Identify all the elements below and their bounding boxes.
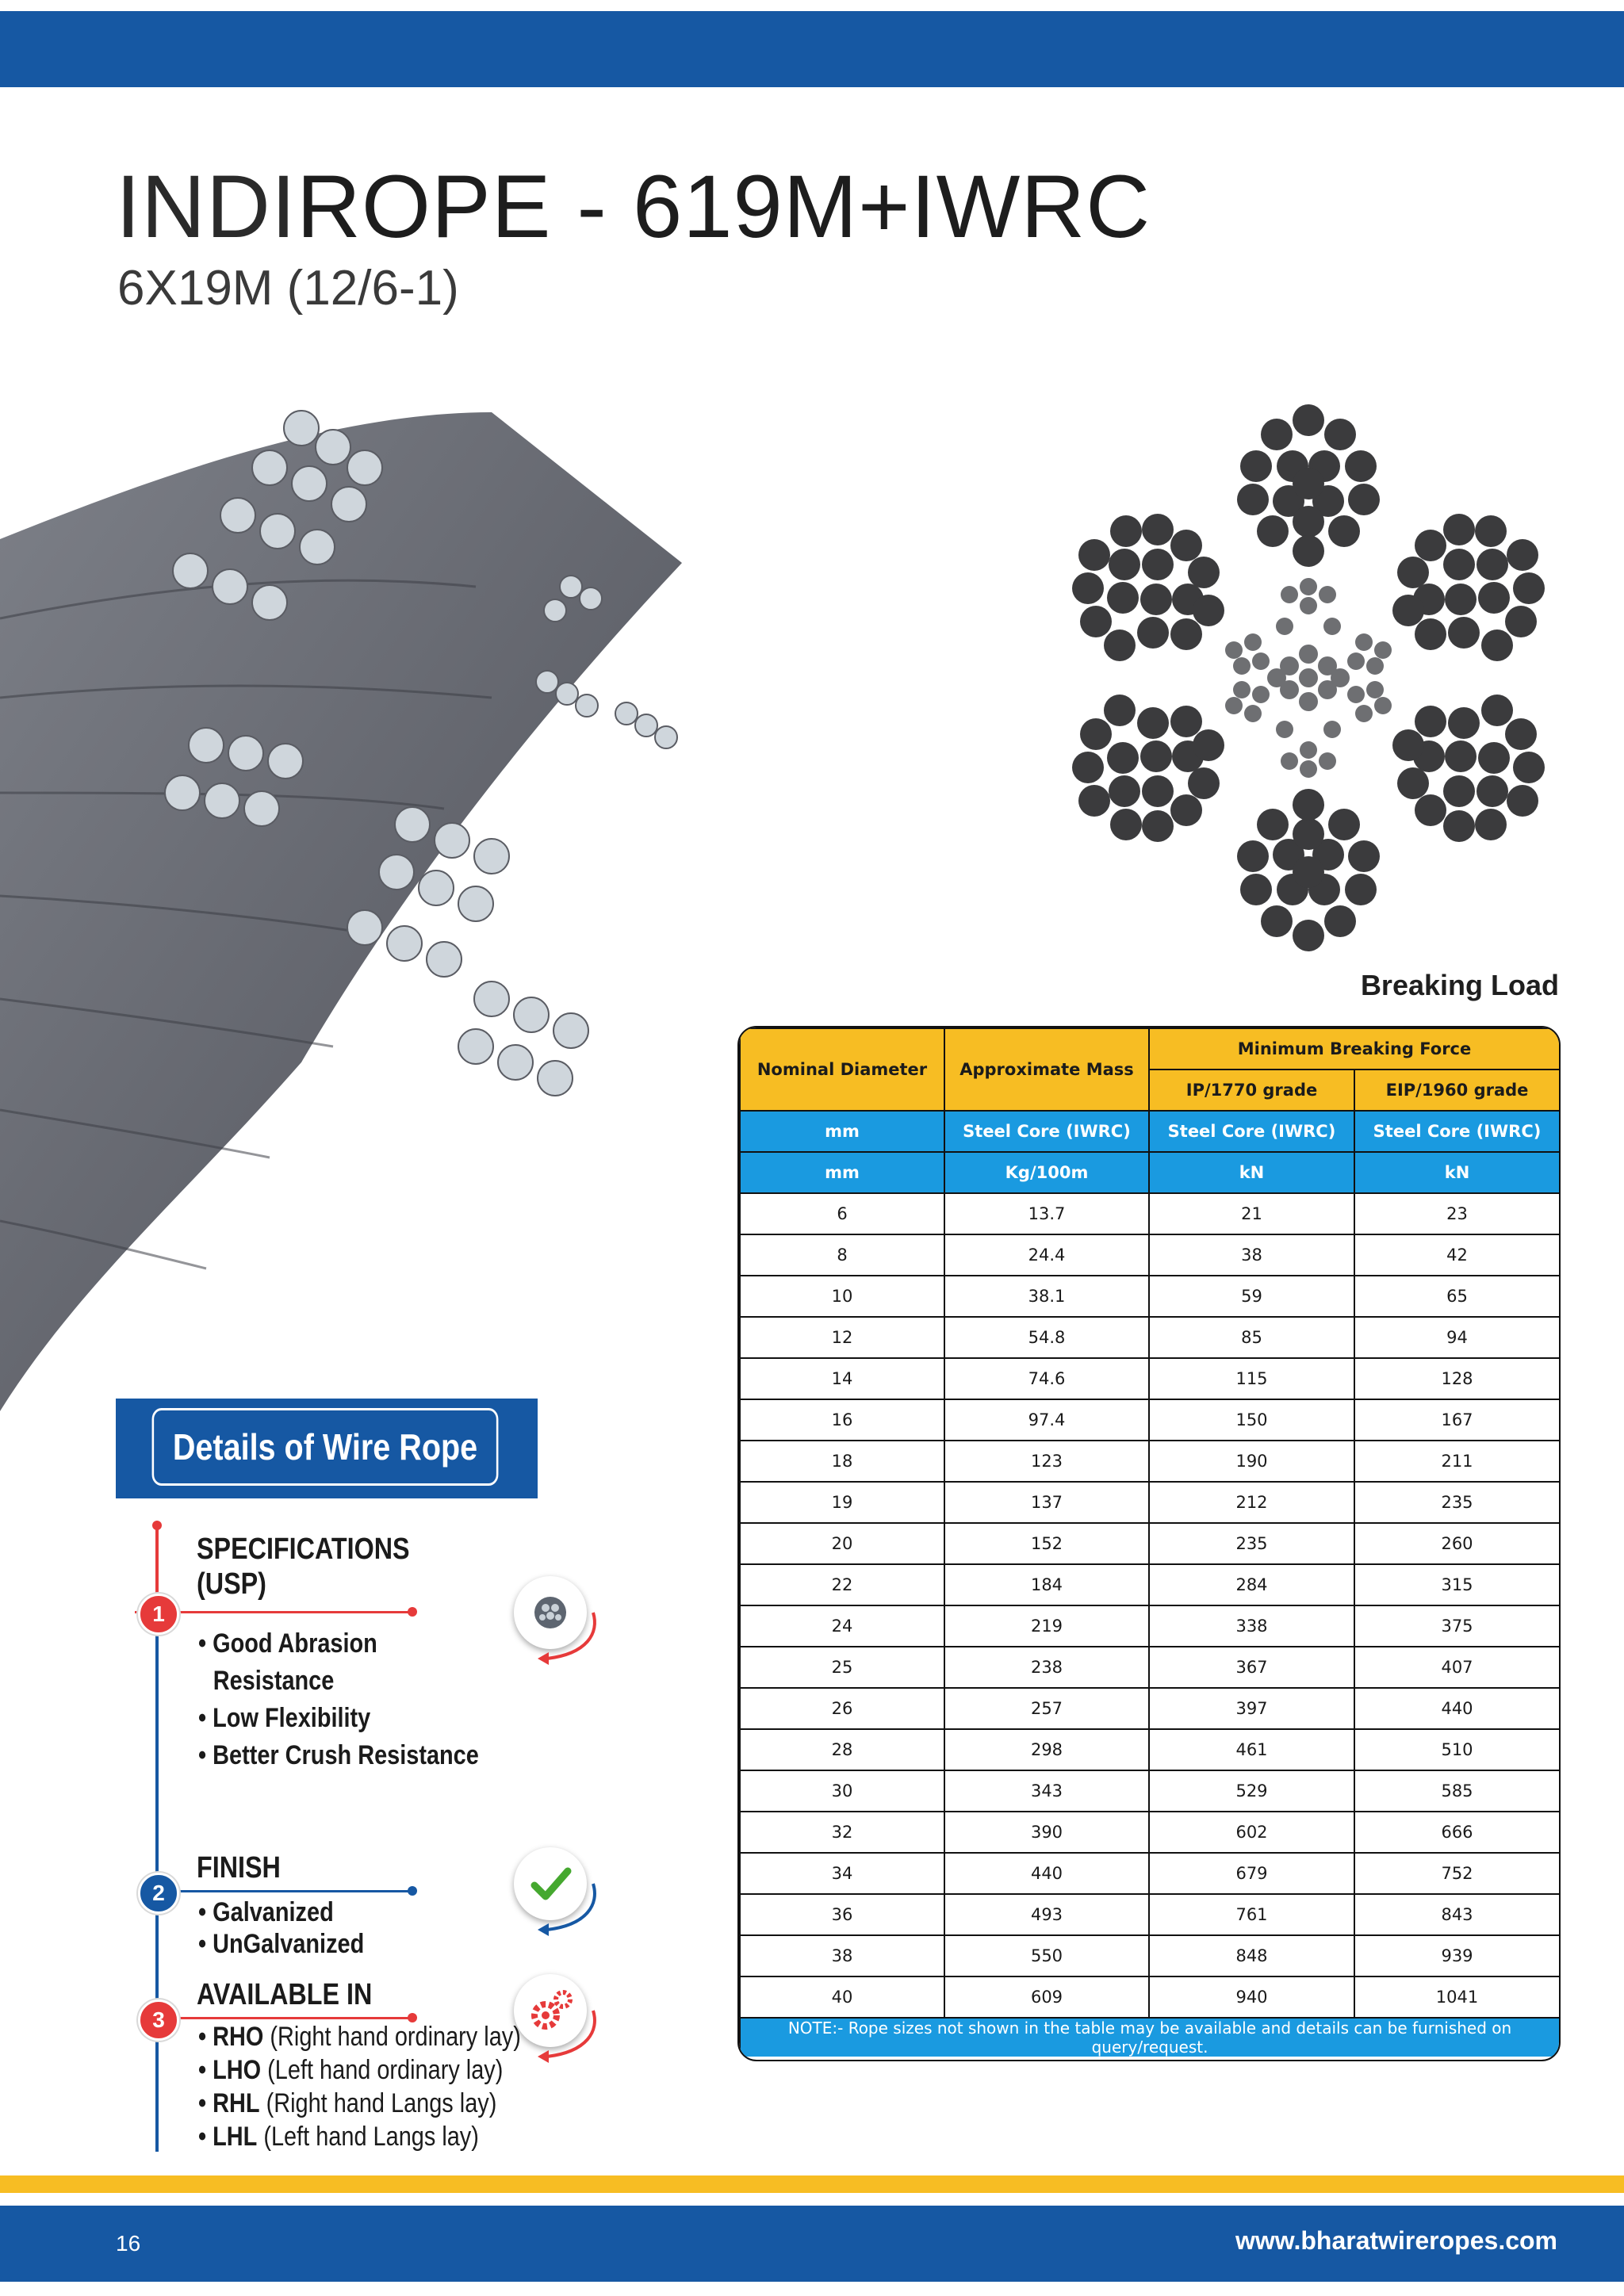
table-cell: 65 — [1354, 1276, 1560, 1317]
table-row — [740, 1729, 1560, 1770]
core-type-row — [740, 1111, 1560, 1152]
list-item: • UnGalvanized — [198, 1929, 365, 1959]
table-cell: 752 — [1354, 1853, 1560, 1894]
table-row — [740, 1647, 1560, 1688]
table-cell: 74.6 — [944, 1358, 1149, 1399]
table-row — [740, 1564, 1560, 1605]
blue-arrow-icon — [531, 1881, 603, 1936]
list-item — [198, 2053, 521, 2087]
table-cell: 152 — [944, 1523, 1149, 1564]
lay-code: • RHL — [198, 2088, 260, 2118]
unit-row — [740, 1152, 1560, 1193]
table-cell: 42 — [1354, 1234, 1560, 1276]
timeline-spine-accent — [155, 1525, 159, 1605]
table-cell: 602 — [1149, 1812, 1354, 1853]
timeline-dot — [408, 1607, 417, 1617]
lay-description: (Left hand ordinary lay) — [261, 2055, 504, 2085]
page-subtitle: 6X19M (12/6-1) — [117, 261, 459, 316]
list-item — [198, 2087, 521, 2120]
table-cell: 397 — [1149, 1688, 1354, 1729]
table-cell: 761 — [1149, 1894, 1354, 1935]
table-cell: kN — [1354, 1152, 1560, 1193]
table-cell: 235 — [1354, 1482, 1560, 1523]
header-nominal-diameter: Nominal Diameter — [740, 1028, 944, 1111]
header-approx-mass: Approximate Mass — [944, 1028, 1149, 1111]
lay-code: • RHO — [198, 2022, 264, 2052]
table-cell: 128 — [1354, 1358, 1560, 1399]
wire-rope-image — [0, 381, 745, 1411]
table-cell: 367 — [1149, 1647, 1354, 1688]
table-row — [740, 1812, 1560, 1853]
table-cell: kN — [1149, 1152, 1354, 1193]
header-ip-grade: IP/1770 grade — [1149, 1070, 1354, 1111]
red-arrow-icon — [531, 1609, 603, 1665]
table-cell: 137 — [944, 1482, 1149, 1523]
table-cell: 34 — [740, 1853, 944, 1894]
heading-line: (USP) — [197, 1567, 266, 1601]
list-item — [198, 2120, 521, 2153]
section-number-badge: 2 — [138, 1873, 179, 1914]
table-cell: 123 — [944, 1441, 1149, 1482]
breaking-load-title: Breaking Load — [1360, 969, 1559, 1001]
timeline-dot — [408, 1886, 417, 1896]
table-row — [740, 1234, 1560, 1276]
table-cell: 38 — [1149, 1234, 1354, 1276]
table-row — [740, 1523, 1560, 1564]
table-cell: 219 — [944, 1605, 1149, 1647]
table-cell: 12 — [740, 1317, 944, 1358]
table-row — [740, 1894, 1560, 1935]
table-cell: 440 — [944, 1853, 1149, 1894]
heading-line: SPECIFICATIONS — [197, 1533, 410, 1566]
timeline-connector — [157, 1890, 411, 1892]
section-heading-available-in: AVAILABLE IN — [197, 1978, 373, 2011]
list-item — [198, 2020, 521, 2053]
table-cell: 38 — [740, 1935, 944, 1976]
table-row — [740, 1853, 1560, 1894]
table-cell: 16 — [740, 1399, 944, 1441]
page-title — [116, 155, 1151, 258]
table-cell: 184 — [944, 1564, 1149, 1605]
table-cell: 666 — [1354, 1812, 1560, 1853]
breaking-load-table — [737, 1026, 1561, 2061]
title-product: ROPE - 619M+IWRC — [297, 157, 1151, 256]
table-cell: 493 — [944, 1894, 1149, 1935]
table-cell: 848 — [1149, 1935, 1354, 1976]
table-cell: 940 — [1149, 1976, 1354, 2018]
table-cell: 38.1 — [944, 1276, 1149, 1317]
table-cell: 40 — [740, 1976, 944, 2018]
list-item: • Good Abrasion — [198, 1628, 377, 1659]
rope-cross-section-diagram — [1047, 388, 1570, 967]
page-number: 16 — [116, 2231, 141, 2256]
table-cell: 338 — [1149, 1605, 1354, 1647]
section-heading-finish: FINISH — [197, 1851, 281, 1885]
table-cell: 440 — [1354, 1688, 1560, 1729]
table-cell: 59 — [1149, 1276, 1354, 1317]
header-eip-grade: EIP/1960 grade — [1354, 1070, 1560, 1111]
lay-types-list — [198, 2020, 521, 2153]
footer-accent-band — [0, 2175, 1624, 2193]
table-cell: 97.4 — [944, 1399, 1149, 1441]
lay-code: • LHL — [198, 2122, 258, 2152]
list-item: • Galvanized — [198, 1897, 334, 1927]
table-cell: 150 — [1149, 1399, 1354, 1441]
timeline-connector — [157, 2017, 411, 2019]
table-row — [740, 1358, 1560, 1399]
table-row — [740, 1770, 1560, 1812]
table-row — [740, 1482, 1560, 1523]
table-cell: 36 — [740, 1894, 944, 1935]
table-cell: 390 — [944, 1812, 1149, 1853]
table-cell: 85 — [1149, 1317, 1354, 1358]
table-cell: 843 — [1354, 1894, 1560, 1935]
table-cell: 257 — [944, 1688, 1149, 1729]
table-cell: 315 — [1354, 1564, 1560, 1605]
table-cell: Steel Core (IWRC) — [1354, 1111, 1560, 1152]
table-cell: 679 — [1149, 1853, 1354, 1894]
table-cell: 32 — [740, 1812, 944, 1853]
table-cell: 238 — [944, 1647, 1149, 1688]
table-row — [740, 1976, 1560, 2018]
table-cell: 14 — [740, 1358, 944, 1399]
section-number-badge: 3 — [138, 1999, 179, 2041]
header-min-breaking-force: Minimum Breaking Force — [1149, 1028, 1560, 1070]
top-banner — [0, 11, 1624, 87]
list-item: • Low Flexibility — [198, 1703, 371, 1733]
title-brand-prefix: INDI — [116, 157, 297, 256]
table-cell: 298 — [944, 1729, 1149, 1770]
table-cell: 585 — [1354, 1770, 1560, 1812]
lay-code: • LHO — [198, 2055, 262, 2085]
section-number-badge: 1 — [138, 1594, 179, 1635]
table-cell: mm — [740, 1111, 944, 1152]
lay-description: (Left hand Langs lay) — [257, 2122, 479, 2152]
table-cell: 22 — [740, 1564, 944, 1605]
table-cell: 54.8 — [944, 1317, 1149, 1358]
table-cell: 167 — [1354, 1399, 1560, 1441]
lay-description: (Right hand ordinary lay) — [263, 2022, 521, 2052]
table-cell: Steel Core (IWRC) — [1149, 1111, 1354, 1152]
table-cell: 25 — [740, 1647, 944, 1688]
table-cell: 510 — [1354, 1729, 1560, 1770]
table-cell: 609 — [944, 1976, 1149, 2018]
specifications-list — [198, 1625, 479, 1774]
table-row — [740, 1399, 1560, 1441]
table-cell: 529 — [1149, 1770, 1354, 1812]
table-row — [740, 1935, 1560, 1976]
table-cell: Steel Core (IWRC) — [944, 1111, 1149, 1152]
table-cell: 260 — [1354, 1523, 1560, 1564]
table-cell: 23 — [1354, 1193, 1560, 1234]
table-cell: 284 — [1149, 1564, 1354, 1605]
table-cell: 235 — [1149, 1523, 1354, 1564]
table-cell: 21 — [1149, 1193, 1354, 1234]
table-cell: 407 — [1354, 1647, 1560, 1688]
table-cell: 550 — [944, 1935, 1149, 1976]
list-item: Resistance — [213, 1666, 335, 1696]
table-cell: 8 — [740, 1234, 944, 1276]
table-note: NOTE:- Rope sizes not shown in the table may be available and details can be furnished on query/request. — [740, 2018, 1560, 2057]
section-heading-specifications — [197, 1532, 410, 1601]
table-cell: 10 — [740, 1276, 944, 1317]
table-row — [740, 1605, 1560, 1647]
table-cell: 24 — [740, 1605, 944, 1647]
table-row — [740, 1317, 1560, 1358]
list-item: • Better Crush Resistance — [198, 1740, 479, 1770]
table-cell: 343 — [944, 1770, 1149, 1812]
table-cell: 30 — [740, 1770, 944, 1812]
table-cell: 212 — [1149, 1482, 1354, 1523]
table-row — [740, 1276, 1560, 1317]
red-arrow-icon — [531, 2007, 603, 2063]
table-cell: 115 — [1149, 1358, 1354, 1399]
table-cell: 461 — [1149, 1729, 1354, 1770]
table-row — [740, 1441, 1560, 1482]
table-cell: 94 — [1354, 1317, 1560, 1358]
table-cell: 20 — [740, 1523, 944, 1564]
table-row — [740, 1688, 1560, 1729]
timeline-dot — [152, 1521, 162, 1530]
table-cell: 211 — [1354, 1441, 1560, 1482]
table-cell: 24.4 — [944, 1234, 1149, 1276]
table-cell: 939 — [1354, 1935, 1560, 1976]
details-title: Details of Wire Rope — [152, 1408, 499, 1486]
lay-description: (Right hand Langs lay) — [259, 2088, 497, 2118]
table-cell: 18 — [740, 1441, 944, 1482]
table-cell: 28 — [740, 1729, 944, 1770]
table-cell: 6 — [740, 1193, 944, 1234]
details-title-box — [116, 1399, 538, 1498]
website-link[interactable]: www.bharatwireropes.com — [1235, 2226, 1557, 2255]
table-row — [740, 1193, 1560, 1234]
table-cell: 13.7 — [944, 1193, 1149, 1234]
table-cell: 19 — [740, 1482, 944, 1523]
table-cell: mm — [740, 1152, 944, 1193]
table-cell: 375 — [1354, 1605, 1560, 1647]
table-cell: 1041 — [1354, 1976, 1560, 2018]
finish-list — [198, 1896, 364, 1960]
table-cell: Kg/100m — [944, 1152, 1149, 1193]
table-cell: 26 — [740, 1688, 944, 1729]
table-cell: 190 — [1149, 1441, 1354, 1482]
